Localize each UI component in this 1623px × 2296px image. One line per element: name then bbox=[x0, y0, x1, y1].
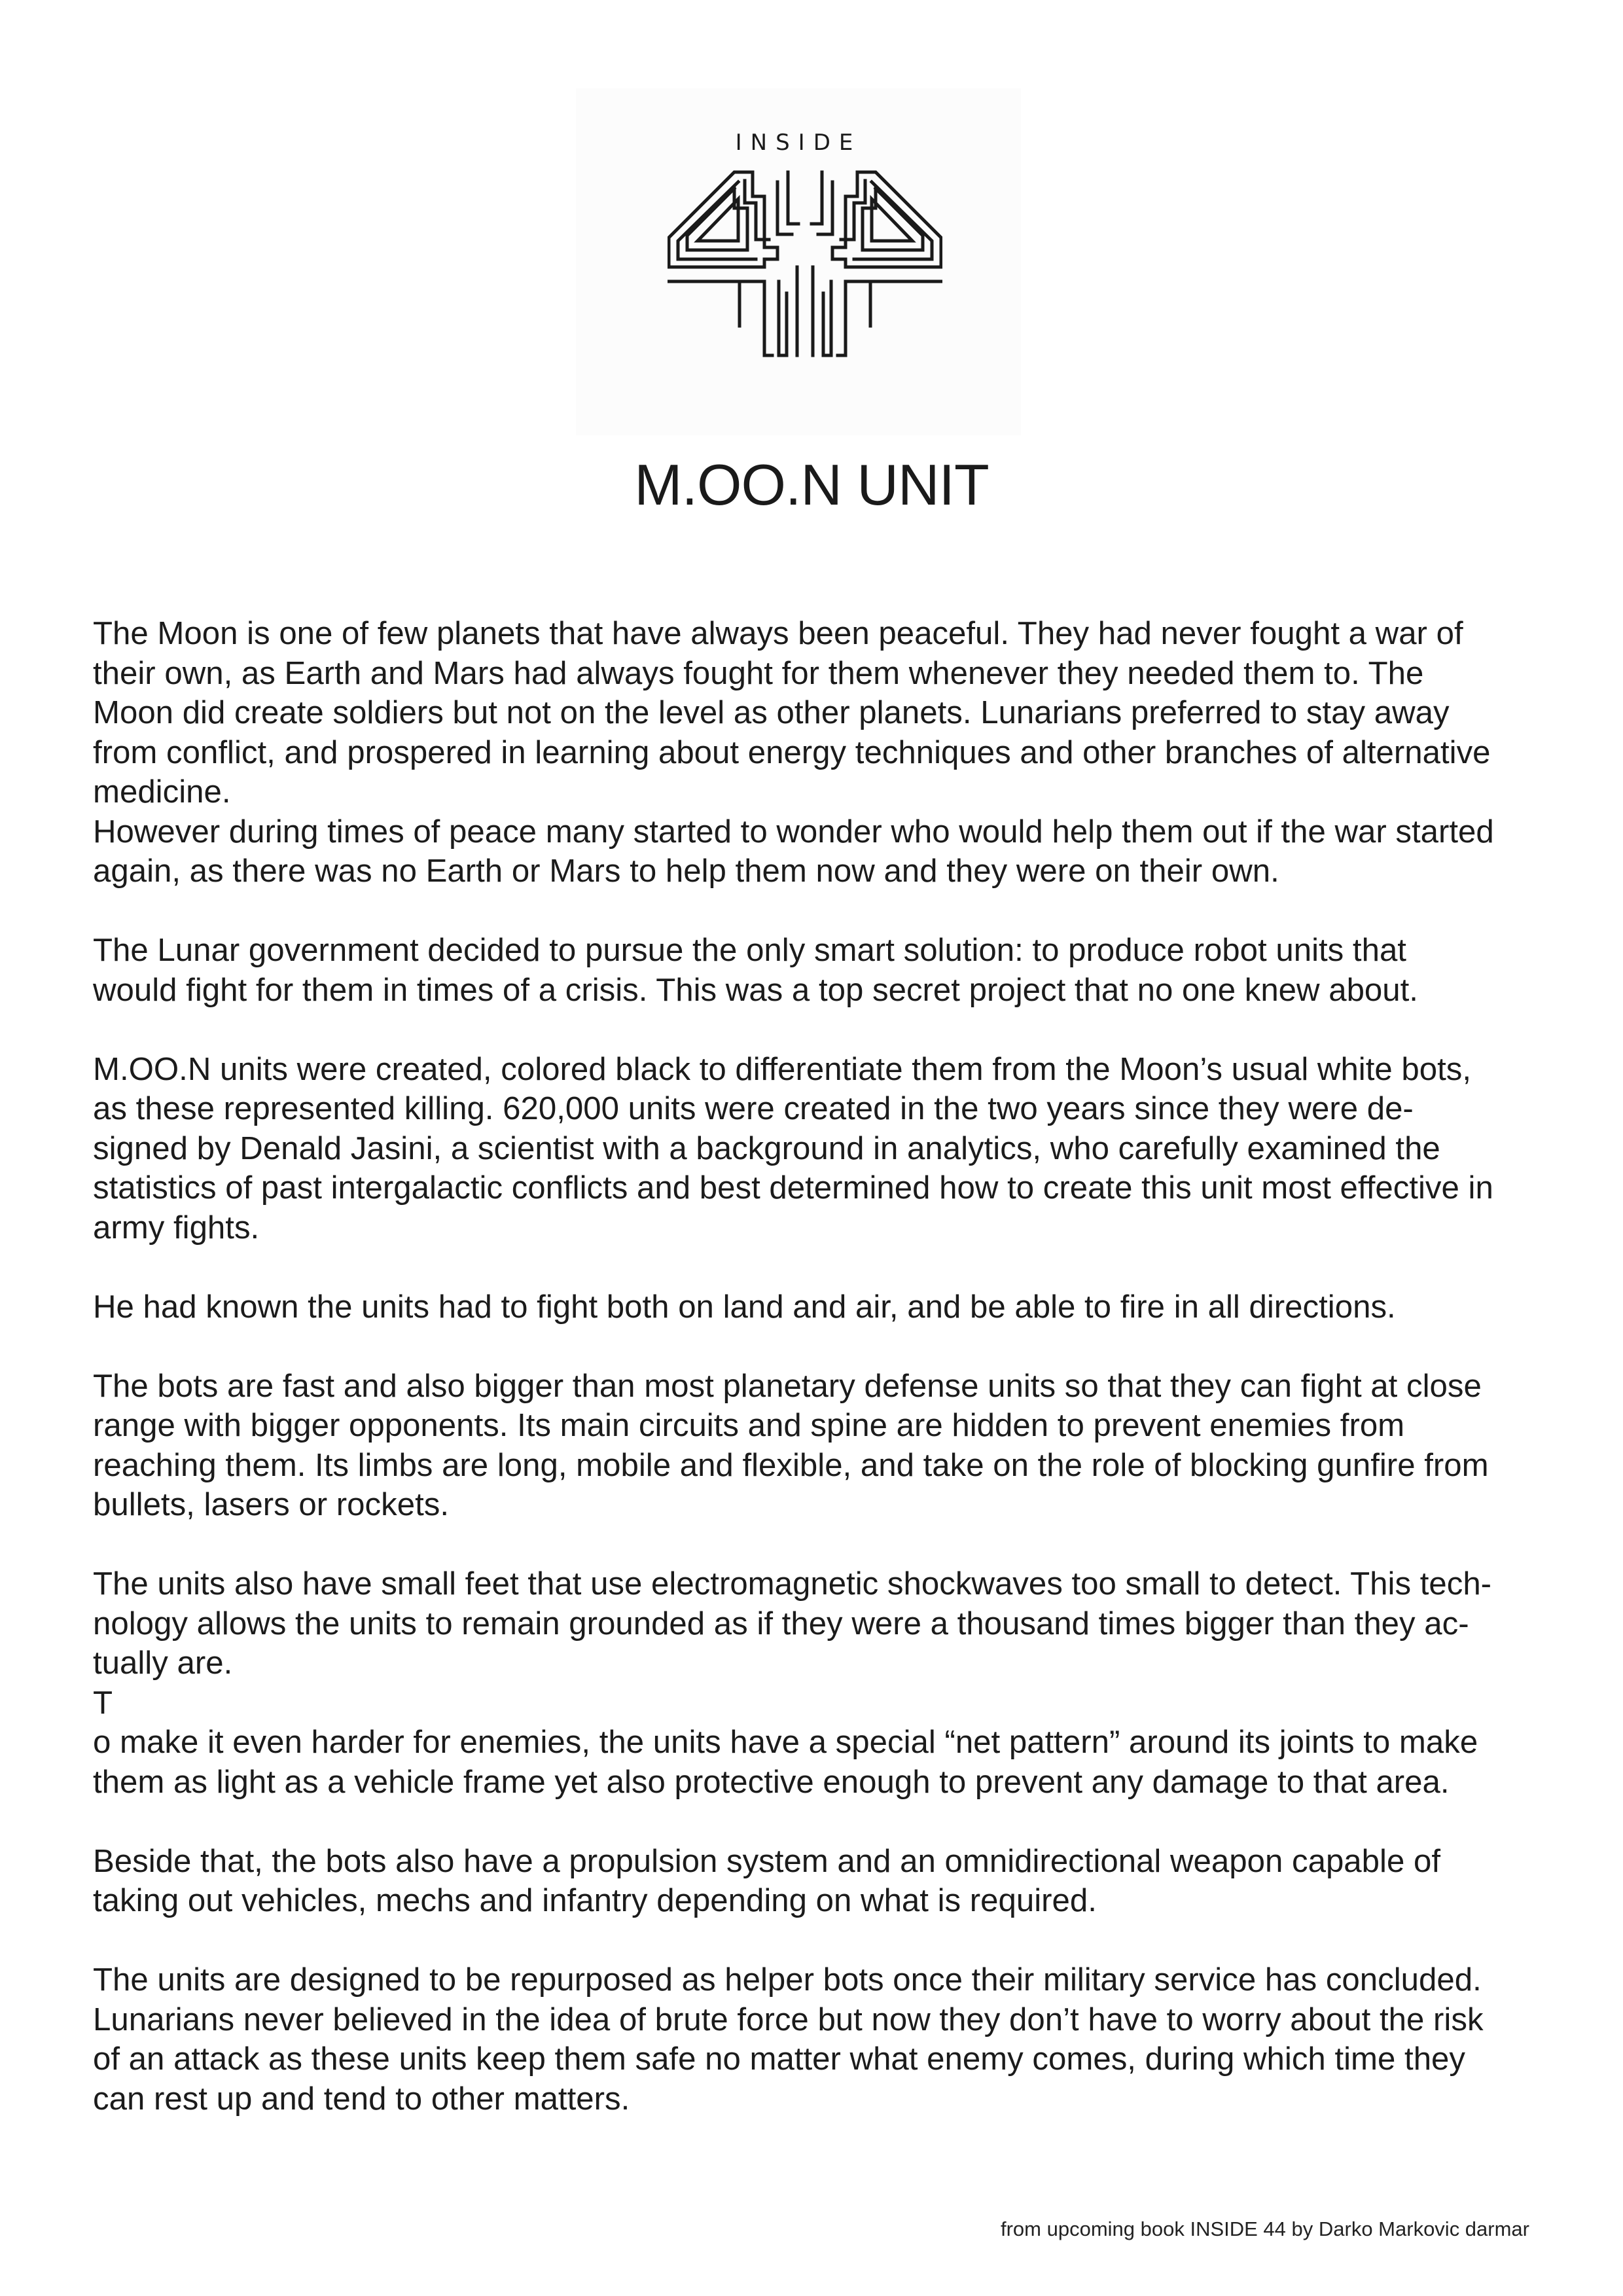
text-line: medicine. bbox=[93, 774, 231, 810]
paragraph-spacer bbox=[93, 1802, 1546, 1842]
text-line: statistics of past intergalactic conflicts and best determined how to create this unit most effective in bbox=[93, 1170, 1493, 1206]
text-line: reaching them. Its limbs are long, mobile and flexible, and take on the role of blocking gunfire from bbox=[93, 1446, 1489, 1483]
paragraph-spacer bbox=[93, 1247, 1546, 1287]
text-line: The Moon is one of few planets that have always been peaceful. They had never fought a war of bbox=[93, 615, 1463, 651]
text-line: would fight for them in times of a crisis. This was a top secret project that no one knew about. bbox=[93, 971, 1418, 1008]
paragraph-spacer bbox=[93, 1921, 1546, 1961]
text-line: them as light as a vehicle frame yet also protective enough to prevent any damage to that area. bbox=[93, 1763, 1450, 1800]
paragraph-7 bbox=[93, 1842, 1546, 1921]
paragraph-spacer bbox=[93, 891, 1546, 931]
paragraph-spacer bbox=[93, 1525, 1546, 1565]
text-line: from conflict, and prospered in learning about energy techniques and other branches of alternative bbox=[93, 734, 1491, 770]
text-line: nology allows the units to remain grounded as if they were a thousand times bigger than they ac- bbox=[93, 1605, 1469, 1641]
text-line: M.OO.N units were created, colored black to differentiate them from the Moon’s usual white bots, bbox=[93, 1050, 1472, 1087]
text-line: Lunarians never believed in the idea of brute force but now they don’t have to worry about the risk bbox=[93, 2001, 1484, 2037]
text-line: taking out vehicles, mechs and infantry depending on what is required. bbox=[93, 1882, 1097, 1918]
text-line: army fights. bbox=[93, 1209, 260, 1246]
paragraph-spacer bbox=[93, 1327, 1546, 1367]
page-title: M.OO.N UNIT bbox=[634, 452, 989, 517]
paragraph-2 bbox=[93, 931, 1546, 1010]
paragraph-6 bbox=[93, 1564, 1546, 1802]
text-line: as these represented killing. 620,000 units were created in the two years since they were de- bbox=[93, 1090, 1414, 1126]
text-line: T bbox=[93, 1684, 113, 1721]
text-line: Beside that, the bots also have a propulsion system and an omnidirectional weapon capable of bbox=[93, 1842, 1440, 1879]
text-line: He had known the units had to fight both on land and air, and be able to fire in all directions. bbox=[93, 1288, 1396, 1325]
logo-wordmark: INSIDE bbox=[735, 130, 862, 156]
text-line: their own, as Earth and Mars had always fought for them whenever they needed them to. The bbox=[93, 655, 1424, 691]
text-line: The units are designed to be repurposed as helper bots once their military service has concluded. bbox=[93, 1962, 1482, 1998]
text-line: The Lunar government decided to pursue the only smart solution: to produce robot units that bbox=[93, 932, 1406, 968]
text-line: The bots are fast and also bigger than most planetary defense units so that they can fight at close bbox=[93, 1367, 1482, 1404]
inside-44-logo-icon bbox=[668, 169, 942, 359]
article-body bbox=[93, 614, 1546, 2119]
text-line: can rest up and tend to other matters. bbox=[93, 2080, 630, 2117]
paragraph-4 bbox=[93, 1287, 1546, 1327]
text-line: of an attack as these units keep them safe no matter what enemy comes, during which time they bbox=[93, 2041, 1466, 2077]
paragraph-3 bbox=[93, 1050, 1546, 1248]
text-line: again, as there was no Earth or Mars to help them now and they were on their own. bbox=[93, 853, 1279, 889]
paragraph-8 bbox=[93, 1960, 1546, 2119]
text-line: However during times of peace many started to wonder who would help them out if the war started bbox=[93, 813, 1494, 850]
text-line: signed by Denald Jasini, a scientist with a background in analytics, who carefully examined the bbox=[93, 1130, 1440, 1166]
paragraph-1 bbox=[93, 614, 1546, 891]
text-line: range with bigger opponents. Its main circuits and spine are hidden to prevent enemies from bbox=[93, 1407, 1405, 1443]
text-line: The units also have small feet that use electromagnetic shockwaves too small to detect. This tech- bbox=[93, 1566, 1492, 1602]
text-line: tually are. bbox=[93, 1645, 233, 1681]
text-line: o make it even harder for enemies, the units have a special “net pattern” around its joints to make bbox=[93, 1724, 1478, 1760]
text-line: Moon did create soldiers but not on the level as other planets. Lunarians preferred to stay away bbox=[93, 694, 1450, 730]
paragraph-5 bbox=[93, 1367, 1546, 1525]
text-line: bullets, lasers or rockets. bbox=[93, 1486, 449, 1522]
footer-credit: from upcoming book INSIDE 44 by Darko Markovic darmar bbox=[1000, 2217, 1529, 2240]
paragraph-spacer bbox=[93, 1010, 1546, 1050]
